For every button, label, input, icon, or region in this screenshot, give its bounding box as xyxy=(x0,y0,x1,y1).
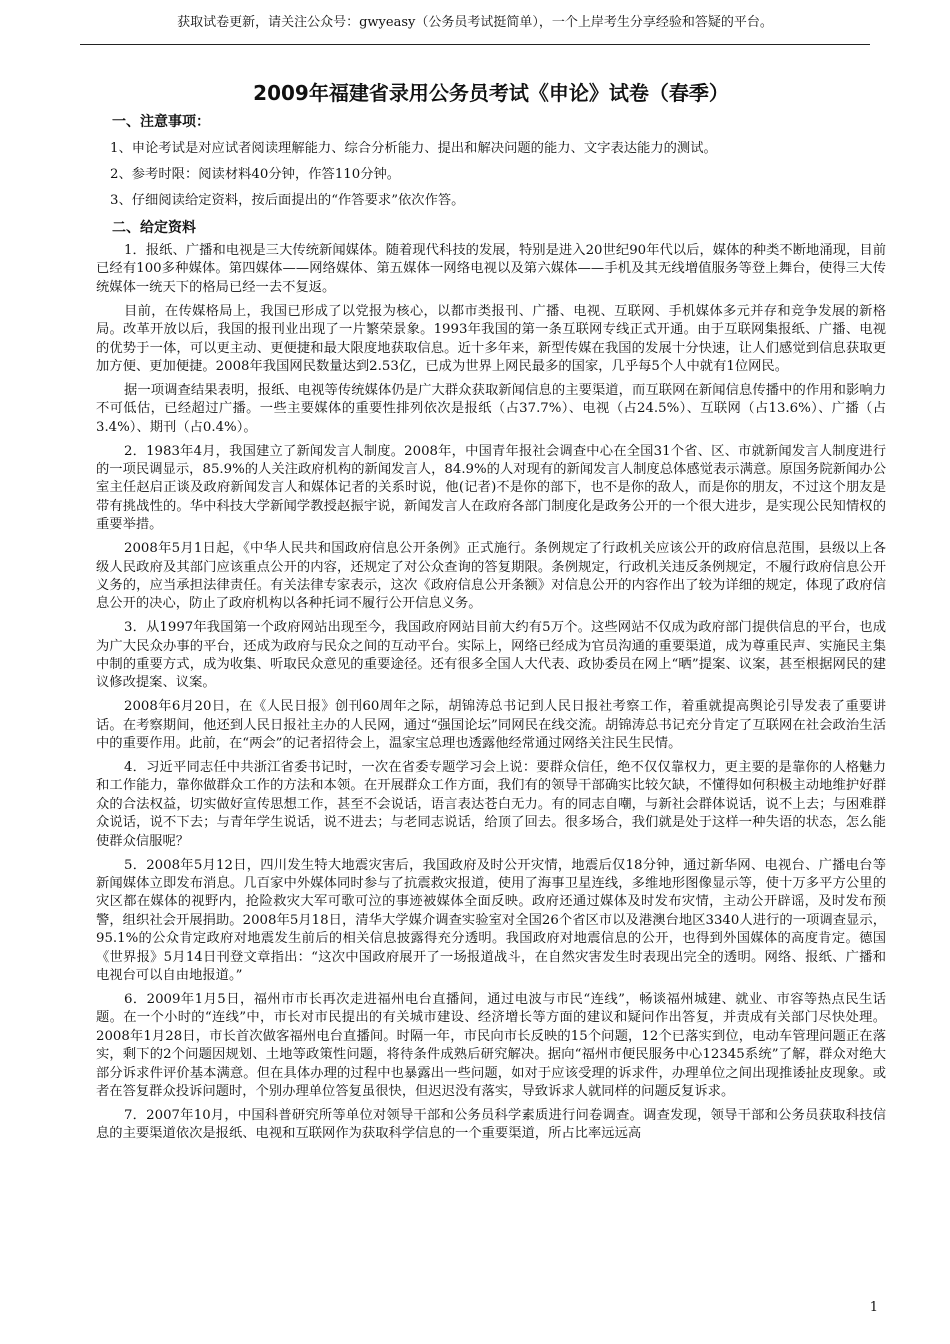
notes-item: 1、申论考试是对应试者阅读理解能力、综合分析能力、提出和解决问题的能力、文字表达能力的测试。 xyxy=(110,141,717,156)
material-paragraph: 目前，在传媒格局上，我国已形成了以党报为核心，以都市类报刊、广播、电视、互联网、手机媒体多元并存和竞争发展的新格局。改革开放以后，我国的报刊业出现了一片繁荣景象。1993年我国的第一条互联网专线正式开通。由于互联网集报纸、广播、电视的优势于一体，可以更主动、更便捷和最大限度地获取信息。近十多年来，新型传媒在我国的发展十分快速，让人们感觉到信息获取更加方便、更加便捷。2008年我国网民数量达到2.53亿，已成为世界上网民最多的国家，几乎每5个人中就有1位网民。 xyxy=(96,303,886,374)
document-title: 2009年福建省录用公务员考试《申论》试卷（春季） xyxy=(253,81,729,105)
material-paragraph: 2．1983年4月，我国建立了新闻发言人制度。2008年，中国青年报社会调查中心在全国31个省、区、市就新闻发言人制度进行的一项民调显示，85.9%的人关注政府机构的新闻发言人，84.9%的人对现有的新闻发言人制度总体感觉表示满意。原国务院新闻办公室主任赵启正谈及政府新闻发言人和媒体记者的关系时说，他(记者)不是你的部下，也不是你的敌人，而是你的朋友，不过这个朋友是带有挑战性的。华中科技大学新闻学教授赵振宇说，新闻发言人在政府各部门制度化是政务公开的一个很大进步，是实现公民知情权的重要举措。 xyxy=(96,443,886,533)
notes-item: 2、参考时限：阅读材料40分钟，作答110分钟。 xyxy=(110,167,401,182)
material-paragraph: 1．报纸、广播和电视是三大传统新闻媒体。随着现代科技的发展，特别是进入20世纪90年代以后，媒体的种类不断地涌现，目前已经有100多种媒体。第四媒体——网络媒体、第五媒体一网络电视以及第六媒体——手机及其无线增值服务等登上舞台，使得三大传统媒体一统天下的格局已经一去不复返。 xyxy=(96,243,886,295)
material-paragraph: 4．习近平同志任中共浙江省委书记时，一次在省委专题学习会上说：要群众信任，绝不仅仅靠权力，更主要的是靠你的人格魅力和工作能力，靠你做群众工作的方法和本领。在开展群众工作方面，我们有的领导干部确实比较欠缺，不懂得如何积极主动地维护好群众的合法权益，切实做好宣传思想工作，甚至不会说话，语言表达苍白无力。有的同志自嘲，与新社会群体说话，说不上去；与困难群众说话，说不下去；与青年学生说话，说不进去；与老同志说话，给顶了回去。很多场合，我们就是处于这样一种失语的状态，怎么能使群众信服呢？ xyxy=(96,760,886,849)
notes-item: 3、仔细阅读给定资料，按后面提出的“作答要求”依次作答。 xyxy=(110,193,465,208)
material-paragraph: 6．2009年1月5日，福州市市长再次走进福州电台直播间，通过电波与市民“连线”，畅谈福州城建、就业、市容等热点民生话题。在一个小时的“连线”中，市长对市民提出的有关城市建设、经济增长等方面的建议和疑问作出答复，并责成有关部门尽快处理。2008年1月28日，市长首次做客福州电台直播间。时隔一年，市民向市长反映的15个问题，12个已落实到位，电动车管理问题正在落实，剩下的2个问题因规划、土地等政策性问题，将待条件成熟后研究解决。据向“福州市便民服务中心12345系统”了解，群众对绝大部分诉求件评价基本满意。但在具体办理的过程中也暴露出一些问题，如对于应该受理的诉求件，办理单位之间出现推诿扯皮现象。或者在答复群众投诉问题时，个别办理单位答复虽很快，但迟迟没有落实，导致诉求人就同样的问题反复诉求。 xyxy=(96,991,887,1099)
material-paragraph: 3．从1997年我国第一个政府网站出现至今，我国政府网站目前大约有5万个。这些网站不仅成为政府部门提供信息的平台，也成为广大民众办事的平台，还成为政府与民众之间的互动平台。实际上，网络已经成为官员沟通的重要渠道，成为尊重民声、实施民主集中制的重要方式，成为收集、听取民众意见的重要途径。还有很多全国人大代表、政协委员在网上“晒”提案、议案，甚至根据网民的建议修改提案、议案。 xyxy=(96,620,887,691)
notes-heading: 一、注意事项： xyxy=(112,114,210,130)
material-paragraph: 2008年6月20日，在《人民日报》创刊60周年之际，胡锦涛总书记到人民日报社考察工作，着重就提高舆论引导发表了重要讲话。在考察期间，他还到人民日报社主办的人民网，通过“强国论坛”同网民在线交流。胡锦涛总书记充分肯定了互联网在社会政治生活中的重要作用。此前，在“两会”的记者招待会上，温家宝总理也透露他经常通过网络关注民生民情。 xyxy=(96,699,886,752)
material-paragraph: 2008年5月1日起，《中华人民共和国政府信息公开条例》正式施行。条例规定了行政机关应该公开的政府信息范围，县级以上各级人民政府及其部门应该重点公开的内容，还规定了对公众查询的答复期限。条例规定，行政机关违反条例规定，不履行政府信息公开义务的，应当承担法律责任。有关法律专家表示，这次《政府信息公开条额》对信息公开的内容作出了较为详细的规定，体现了政府信息公开的决心，防止了政府机构以各种托词不履行公开信息义务。 xyxy=(96,541,886,612)
page-header-notice: 获取试卷更新，请关注公众号：gwyeasy（公务员考试挺简单），一个上岸考生分享经验和答疑的平台。 xyxy=(177,15,773,30)
material-paragraph: 5．2008年5月12日，四川发生特大地震灾害后，我国政府及时公开灾情，地震后仅18分钟，通过新华网、电视台、广播电台等新闻媒体立即发布消息。几百家中外媒体同时参与了抗震救灾报道，使用了海事卫星连线，多维地形图像显示等，使十万多平方公里的灾区都在媒体的视野内，抢险救灾大军可歌可泣的事迹被媒体全面反映。政府还通过媒体及时发布灾情，主动公开辟谣，及时发布预警，组织社会开展捐助。2008年5月18日，清华大学媒介调查实验室对全国26个省区市以及港澳台地区3340人进行的一项调查显示，95.1%的公众肯定政府对地震发生前后的相关信息披露得充分透明。我国政府对地震信息的公开，也得到外国媒体的高度肯定。德国《世界报》5月14日刊登文章指出：“这次中国政府展开了一场报道战斗，在自然灾害发生时表现出完全的透明。网络、报纸、广播和电视台可以自由地报道。” xyxy=(96,857,886,984)
materials-heading: 二、给定资料 xyxy=(112,220,196,236)
material-paragraph: 据一项调查结果表明，报纸、电视等传统媒体仍是广大群众获取新闻信息的主要渠道，而互联网在新闻信息传播中的作用和影响力不可低估，已经超过广播。一些主要媒体的重要性排列依次是报纸（占37.7%）、电视（占24.5%）、互联网（占13.6%）、广播（占3.4%）、期刊（占0.4%）。 xyxy=(96,382,886,435)
page-number: 1 xyxy=(869,1300,878,1315)
header-divider xyxy=(80,44,870,45)
material-paragraph: 7．2007年10月，中国科普研究所等单位对领导干部和公务员科学素质进行问卷调查。调查发现，领导干部和公务员获取科技信息的主要渠道依次是报纸、电视和互联网作为获取科学信息的一个重要渠道，所占比率远远高 xyxy=(96,1107,886,1142)
document-body xyxy=(96,78,886,1149)
